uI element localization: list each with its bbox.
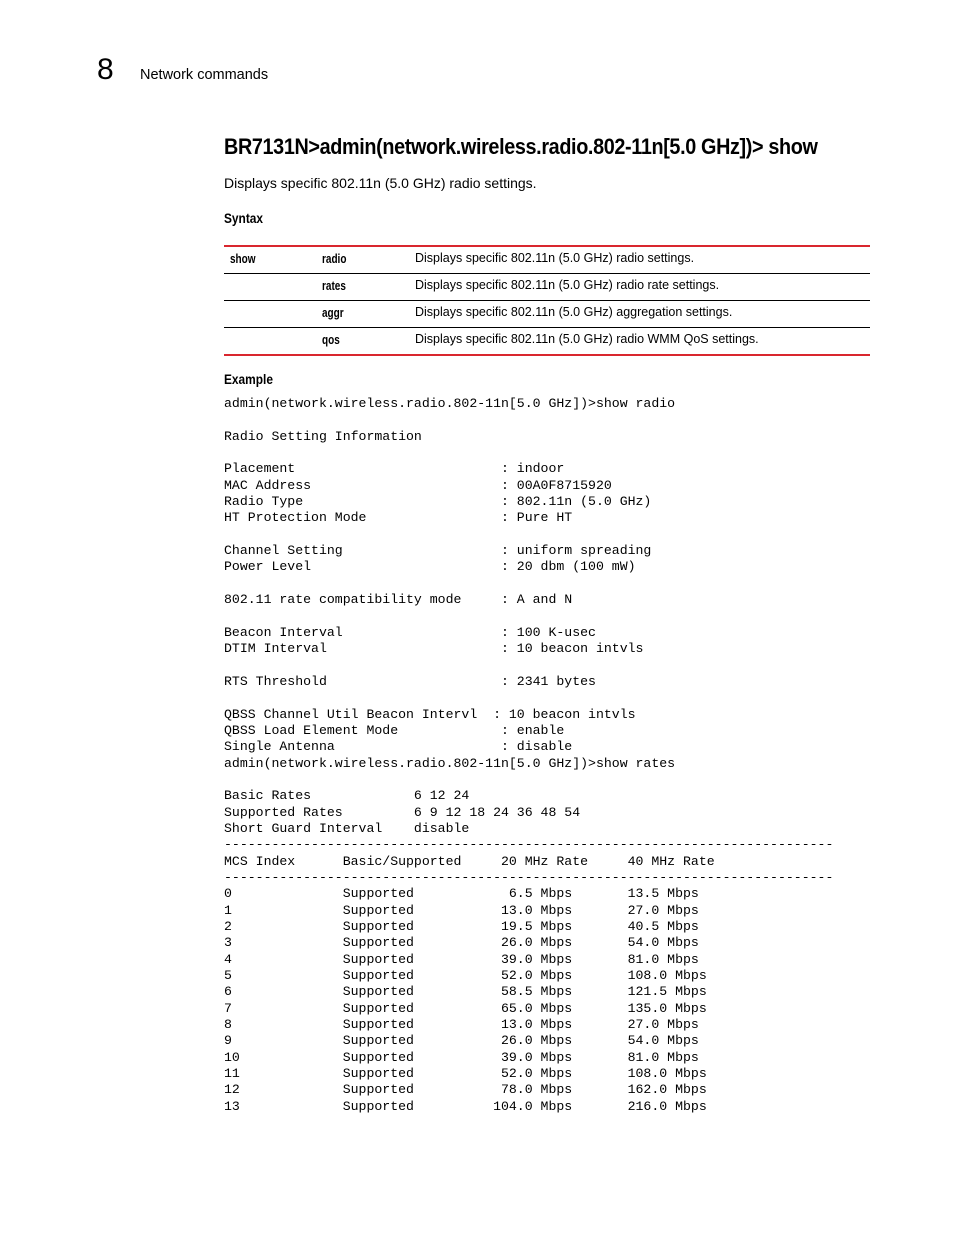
command-heading: BR7131N>admin(network.wireless.radio.802-11n[5.0 GHz])> show (224, 134, 818, 159)
syntax-param: rates (322, 279, 346, 293)
syntax-description: Displays specific 802.11n (5.0 GHz) aggregation settings. (415, 305, 733, 319)
syntax-param: radio (322, 252, 347, 266)
syntax-label: Syntax (224, 210, 264, 226)
syntax-command: show (230, 252, 256, 266)
syntax-param: aggr (322, 306, 344, 320)
syntax-description: Displays specific 802.11n (5.0 GHz) radio WMM QoS settings. (415, 332, 759, 346)
syntax-row (224, 247, 870, 274)
syntax-row (224, 301, 870, 328)
syntax-row (224, 328, 870, 354)
command-description: Displays specific 802.11n (5.0 GHz) radio settings. (224, 175, 537, 191)
example-code-block: admin(network.wireless.radio.802-11n[5.0 GHz])>show radio Radio Setting Information Placement : indoor MAC Address : 00A0F8715920 Radio Type : 802.11n (5.0 GHz) HT Protection Mode : Pure HT Channel Setting : uniform spreading Power Level : 20 dbm (100 mW) 802.11 rate compatibility mode : A and N Beacon Interval : 100 K-usec DTIM Interval : 10 beacon intvls RTS Threshold : 2341 bytes QBSS Channel Util Beacon Intervl : 10 beacon intvls QBSS Load Element Mode : enable Single Antenna : disable admin(network.wireless.radio.802-11n[5.0 GHz])>show rates Basic Rates 6 12 24 Supported Rates 6 9 12 18 24 36 48 54 Short Guard Interval disable ----------------------------------------------------------------------------- MCS Index Basic/Supported 20 MHz Rate 40 MHz Rate ----------------------------------------------------------------------------- 0 Supported 6.5 Mbps 13.5 Mbps 1 Supported 13.0 Mbps 27.0 Mbps 2 Supported 19.5 Mbps 40.5 Mbps 3 Supported 26.0 Mbps 54.0 Mbps 4 Supported 39.0 Mbps 81.0 Mbps 5 Supported 52.0 Mbps 108.0 Mbps 6 Supported 58.5 Mbps 121.5 Mbps 7 Supported 65.0 Mbps 135.0 Mbps 8 Supported 13.0 Mbps 27.0 Mbps 9 Supported 26.0 Mbps 54.0 Mbps 10 Supported 39.0 Mbps 81.0 Mbps 11 Supported 52.0 Mbps 108.0 Mbps 12 Supported 78.0 Mbps 162.0 Mbps 13 Supported 104.0 Mbps 216.0 Mbps (224, 396, 834, 1114)
syntax-row (224, 274, 870, 301)
syntax-param: qos (322, 333, 340, 347)
syntax-table (224, 245, 870, 356)
syntax-description: Displays specific 802.11n (5.0 GHz) radio rate settings. (415, 278, 720, 292)
example-label: Example (224, 371, 273, 387)
chapter-title: Network commands (140, 67, 269, 83)
syntax-description: Displays specific 802.11n (5.0 GHz) radio settings. (415, 251, 695, 265)
chapter-number: 8 (97, 53, 114, 86)
